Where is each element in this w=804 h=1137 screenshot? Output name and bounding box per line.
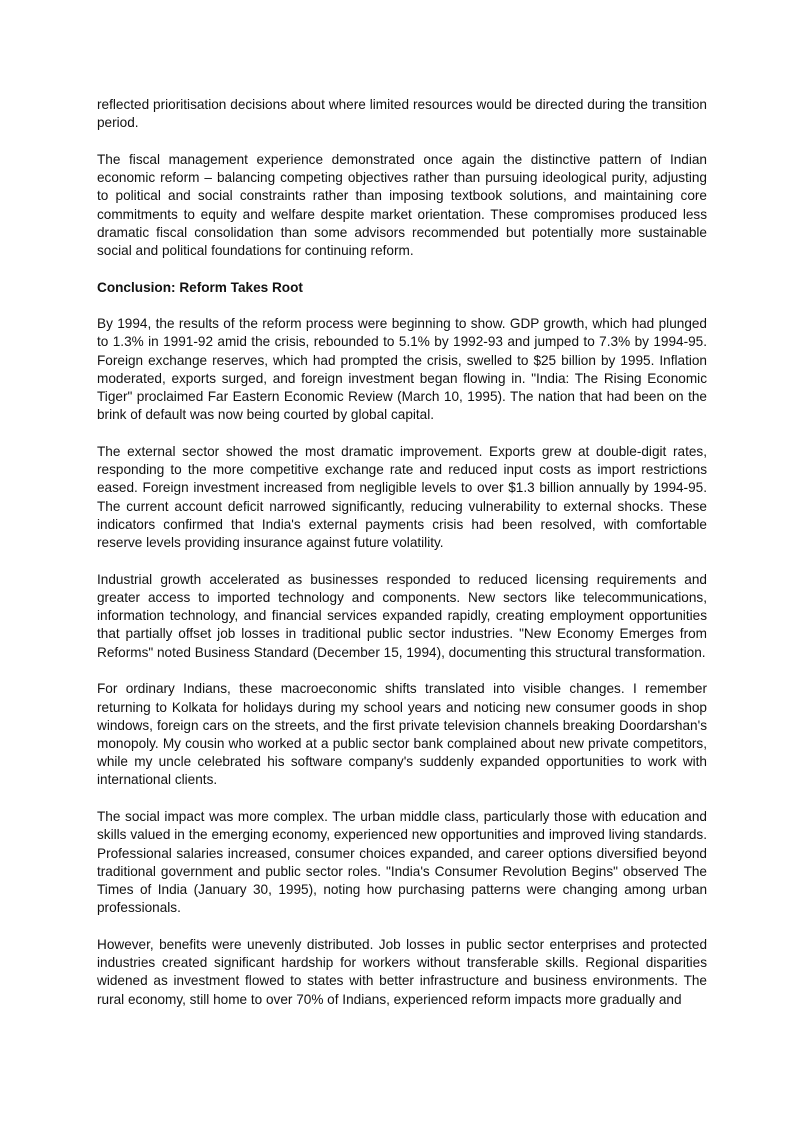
document-page xyxy=(97,96,707,1027)
paragraph: For ordinary Indians, these macroeconomic shifts translated into visible changes. I remember returning to Kolkata for holidays during my school years and noticing new consumer goods in shop windows, foreign cars on the streets, and the first private television channels breaking Doordarshan's monopoly. My cousin who worked at a public sector bank complained about new private competitors, while my uncle celebrated his software company's suddenly expanded opportunities to work with international clients. xyxy=(97,681,707,788)
paragraph: By 1994, the results of the reform process were beginning to show. GDP growth, which had plunged to 1.3% in 1991-92 amid the crisis, rebounded to 5.1% by 1992-93 and jumped to 7.3% by 1994-95. Foreign exchange reserves, which had prompted the crisis, swelled to $25 billion by 1995. Inflation moderated, exports surged, and foreign investment began flowing in. "India: The Rising Economic Tiger" proclaimed Far Eastern Economic Review (March 10, 1995). The nation that had been on the brink of default was now being courted by global capital. xyxy=(97,316,707,423)
paragraph: However, benefits were unevenly distributed. Job losses in public sector enterprises and protected industries created significant hardship for workers without transferable skills. Regional disparities widened as investment flowed to states with better infrastructure and business environments. The rural economy, still home to over 70% of Indians, experienced reform impacts more gradually and xyxy=(97,937,707,1007)
paragraph: The social impact was more complex. The urban middle class, particularly those with education and skills valued in the emerging economy, experienced new opportunities and improved living standards. Professional salaries increased, consumer choices expanded, and career options diversified beyond traditional government and public sector roles. "India's Consumer Revolution Begins" observed The Times of India (January 30, 1995), noting how purchasing patterns were changing among urban professionals. xyxy=(97,809,707,916)
paragraph: The external sector showed the most dramatic improvement. Exports grew at double-digit rates, responding to the more competitive exchange rate and reduced input costs as import restrictions eased. Foreign investment increased from negligible levels to over $1.3 billion annually by 1994-95. The current account deficit narrowed significantly, reducing vulnerability to external shocks. These indicators confirmed that India's external payments crisis had been resolved, with comfortable reserve levels providing insurance against future volatility. xyxy=(97,444,707,551)
paragraph: The fiscal management experience demonstrated once again the distinctive pattern of Indian economic reform – balancing competing objectives rather than pursuing ideological purity, adjusting to political and social constraints rather than imposing textbook solutions, and maintaining core commitments to equity and welfare despite market orientation. These compromises produced less dramatic fiscal consolidation than some advisors recommended but potentially more sustainable social and political foundations for continuing reform. xyxy=(97,152,707,259)
paragraph: reflected prioritisation decisions about where limited resources would be directed during the transition period. xyxy=(97,97,707,131)
paragraph: Industrial growth accelerated as businesses responded to reduced licensing requirements and greater access to imported technology and components. New sectors like telecommunications, information technology, and financial services expanded rapidly, creating employment opportunities that partially offset job losses in traditional public sector industries. "New Economy Emerges from Reforms" noted Business Standard (December 15, 1994), documenting this structural transformation. xyxy=(97,571,707,660)
section-heading: Conclusion: Reform Takes Root xyxy=(97,279,303,295)
